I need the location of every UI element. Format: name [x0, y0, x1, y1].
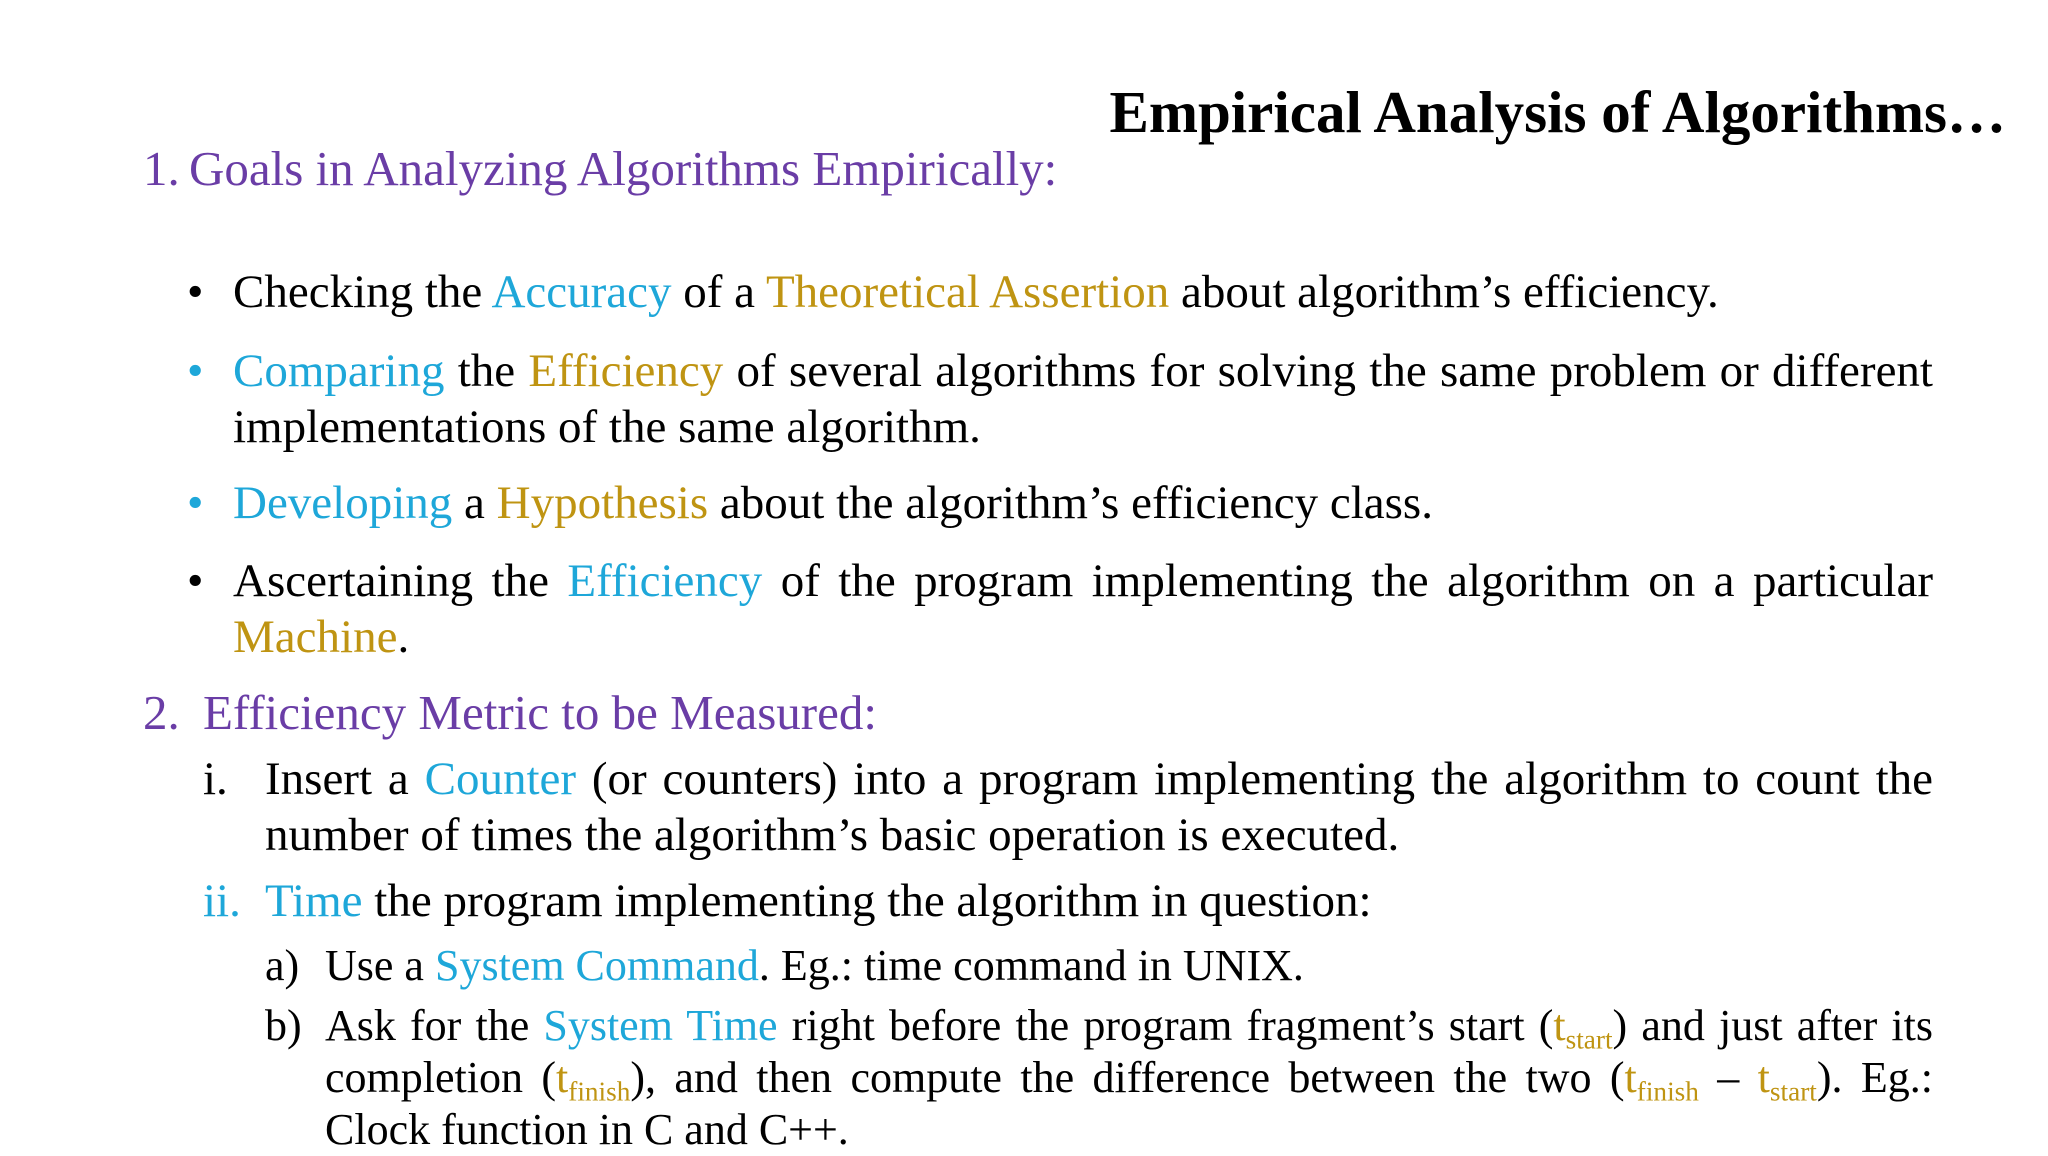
- section-2-number: 2.: [143, 685, 180, 740]
- subitem-b-marker: b): [265, 1001, 302, 1050]
- section-1-title: Goals in Analyzing Algorithms Empirically:: [189, 141, 1058, 196]
- t-finish-symbol: $t_{finish}$: [1624, 1053, 1699, 1107]
- key-term: Comparing: [233, 345, 445, 397]
- concept-term: Efficiency: [528, 345, 724, 397]
- section-2-heading: [143, 684, 877, 741]
- t-start-symbol: $t_{start}$: [1553, 1001, 1613, 1055]
- subitem-a-marker: a): [265, 941, 300, 990]
- section-1-heading: [143, 140, 1057, 197]
- goal-item-1: Checking the Accuracy of a Theoretical Assertion about algorithm’s efficiency.: [233, 266, 1719, 318]
- goal-item-2: Comparing the Efficiency of several algorithms for solving the same problem or different implementations of the same algorithm.: [233, 345, 1933, 453]
- slide-title: Empirical Analysis of Algorithms…: [1109, 79, 2006, 145]
- section-1-number: 1.: [143, 141, 180, 196]
- bullet-2: •: [187, 345, 204, 397]
- metric-item-i: Insert a Counter (or counters) into a program implementing the algorithm to count the number of times the algorithm’s basic operation is executed.: [265, 753, 1934, 861]
- concept-term: Hypothesis: [496, 477, 709, 529]
- concept-term: Machine: [233, 611, 398, 663]
- goal-item-4: Ascertaining the Efficiency of the program implementing the algorithm on a particular Machine.: [233, 555, 1933, 663]
- concept-term: Theoretical Assertion: [765, 266, 1170, 318]
- key-term: Accuracy: [491, 266, 672, 318]
- metric-item-ii: Time the program implementing the algorithm in question:: [265, 875, 1372, 927]
- section-2-title: Efficiency Metric to be Measured:: [203, 685, 877, 740]
- key-term: Counter: [424, 753, 577, 805]
- key-term: Efficiency: [567, 555, 763, 607]
- key-term: System Time: [543, 1001, 778, 1050]
- key-term: Time: [265, 875, 363, 927]
- item-ii-marker: ii.: [203, 875, 241, 927]
- bullet-3: •: [187, 477, 204, 529]
- item-i-marker: i.: [203, 753, 228, 805]
- key-term: System Command: [434, 941, 759, 990]
- bullet-4: •: [187, 555, 204, 607]
- timing-subitem-b: Ask for the System Time right before the program fragment’s start $(t_{start})$ and just after its completion $(t_{finish})$, and then compute the difference between the two $(t_{finish} - t_{start})$. Eg.: Clock function in C and C++.: [325, 1001, 1934, 1154]
- key-term: Developing: [233, 477, 453, 529]
- t-start-symbol: $t_{start}$: [1757, 1053, 1817, 1107]
- timing-subitem-a: Use a System Command. Eg.: time command in UNIX.: [325, 941, 1304, 990]
- bullet-1: •: [187, 266, 204, 318]
- goal-item-3: Developing a Hypothesis about the algorithm’s efficiency class.: [233, 477, 1433, 529]
- t-finish-symbol: $t_{finish}$: [556, 1053, 631, 1107]
